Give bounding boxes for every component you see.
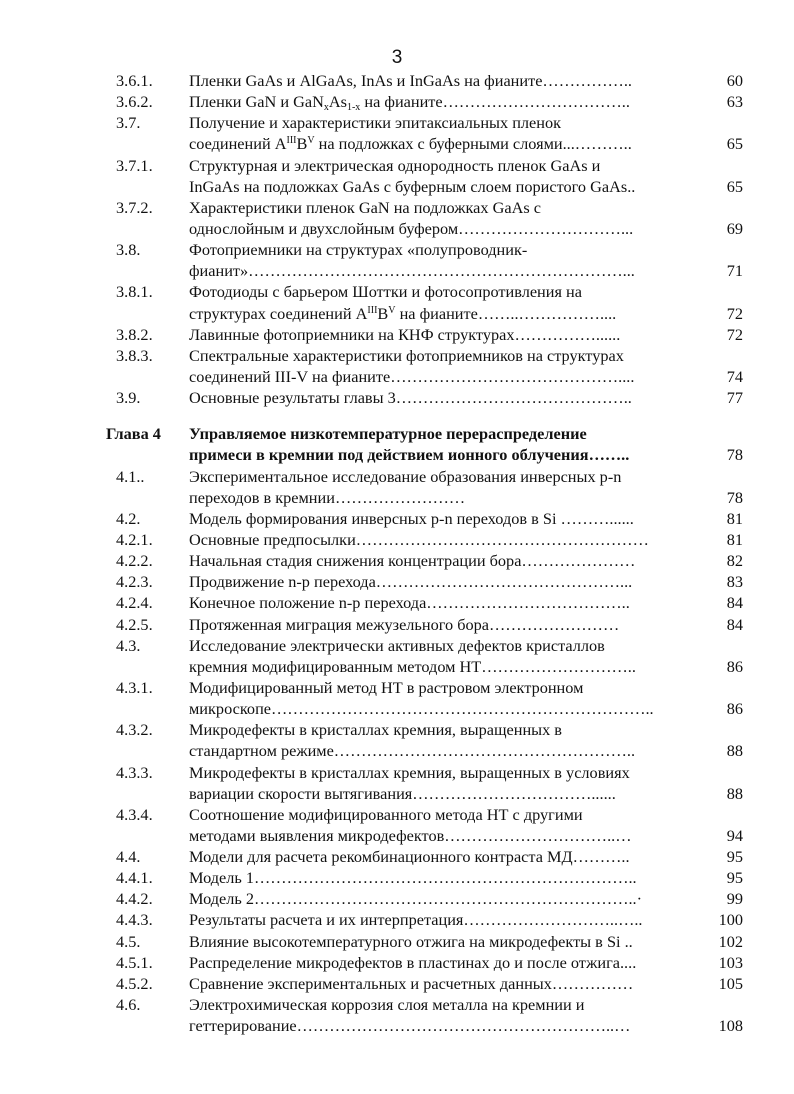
toc-line xyxy=(0,952,794,973)
subscript: x xyxy=(323,102,329,113)
toc-line xyxy=(0,423,794,444)
section-number: 4.3.3. xyxy=(116,762,153,782)
toc-entry xyxy=(0,155,794,197)
title-text: геттерирование…………………………………………………..… xyxy=(189,1016,631,1036)
title-text: микроскопе…………………………………………………………….. xyxy=(189,699,654,719)
page-reference: 99 xyxy=(726,889,743,909)
toc-line xyxy=(0,931,794,952)
page-reference: 84 xyxy=(726,614,743,634)
page-reference: 95 xyxy=(726,847,743,867)
section-title xyxy=(189,366,709,387)
toc-line xyxy=(0,529,794,550)
page-reference: 86 xyxy=(726,699,743,719)
toc-entry xyxy=(0,846,794,867)
title-text: Результаты расчета и их интерпретация………………………..….. xyxy=(189,910,643,930)
section-title xyxy=(189,973,709,994)
section-title xyxy=(189,677,709,698)
section-title xyxy=(189,931,709,952)
section-number: 4.5.2. xyxy=(116,973,153,993)
page-reference: 100 xyxy=(718,910,743,930)
page-reference: 77 xyxy=(726,388,743,408)
page-reference: 60 xyxy=(726,71,743,90)
toc-line xyxy=(0,387,794,408)
toc-line xyxy=(0,345,794,366)
toc-line xyxy=(0,846,794,867)
title-text: кремния модифицированным методом НТ……………………….. xyxy=(189,656,636,676)
toc-entry xyxy=(0,466,794,508)
section-number: 3.7.2. xyxy=(116,197,153,217)
page-reference: 94 xyxy=(726,825,743,845)
toc-line xyxy=(0,281,794,302)
section-number: 4.3.1. xyxy=(116,677,153,697)
toc-line xyxy=(0,91,794,112)
section-number: 4.4.2. xyxy=(116,889,153,909)
title-text: Структурная и электрическая однородность пленок GaAs и xyxy=(189,155,601,175)
title-text: на фианите……..…………….... xyxy=(395,303,617,323)
section-number: 4.6. xyxy=(116,995,141,1015)
section-title xyxy=(189,867,709,888)
section-number: 3.7. xyxy=(116,113,141,133)
section-title xyxy=(189,508,709,529)
title-text: Протяженная миграция межузельного бора…………………… xyxy=(189,614,620,634)
title-text: Основные результаты главы 3…………………………………….. xyxy=(189,388,632,408)
title-text: Распределение микродефектов в пластинах до и после отжига.... xyxy=(189,952,637,972)
toc-entry xyxy=(0,91,794,112)
superscript: V xyxy=(307,135,315,147)
section-title xyxy=(189,133,709,154)
title-text: Модель формирования инверсных p-n переходов в Si ………...... xyxy=(189,508,634,528)
title-text: на фианите…………………………….. xyxy=(360,92,630,112)
section-number: Глава 4 xyxy=(106,424,161,444)
toc-line xyxy=(0,762,794,783)
toc-line xyxy=(0,825,794,846)
toc-entry xyxy=(0,70,794,91)
title-text: Модель 1…………………………………………………………….. xyxy=(189,868,637,888)
section-title xyxy=(189,387,709,408)
page-reference: 81 xyxy=(726,508,743,528)
title-text: переходов в кремнии…………………… xyxy=(189,487,466,507)
section-number: 3.6.2. xyxy=(116,92,153,112)
section-number: 4.2.3. xyxy=(116,572,153,592)
section-title xyxy=(189,303,709,324)
toc-entry xyxy=(0,804,794,846)
section-title xyxy=(189,635,709,656)
superscript: V xyxy=(388,304,396,316)
page-reference: 65 xyxy=(726,134,743,154)
section-number: 4.2.2. xyxy=(116,551,153,571)
page-reference: 82 xyxy=(726,551,743,571)
section-title xyxy=(189,571,709,592)
toc-line xyxy=(0,112,794,133)
title-text: Пленки GaN и GaN xyxy=(189,92,324,112)
title-text: Влияние высокотемпературного отжига на микродефекты в Si .. xyxy=(189,931,633,951)
toc-line xyxy=(0,994,794,1015)
page-reference: 65 xyxy=(726,176,743,196)
title-text: Пленки GaAs и AlGaAs, InAs и InGaAs на фианите…………….. xyxy=(189,71,632,90)
title-text: Конечное положение n-p перехода……………………………….. xyxy=(189,593,630,613)
toc-line xyxy=(0,260,794,281)
toc-line xyxy=(0,155,794,176)
section-title xyxy=(189,909,709,930)
page-reference: 72 xyxy=(726,324,743,344)
toc-entry xyxy=(0,112,794,154)
section-number: 3.8.1. xyxy=(116,282,153,302)
toc-entry xyxy=(0,508,794,529)
section-title xyxy=(189,592,709,613)
page-reference: 95 xyxy=(726,868,743,888)
title-text: Модифицированный метод НТ в растровом электронном xyxy=(189,677,584,697)
toc-line xyxy=(0,888,794,909)
section-number: 3.6.1. xyxy=(116,71,153,90)
title-text: B xyxy=(296,134,308,154)
title-text: стандартном режиме……………………………………………….. xyxy=(189,741,636,761)
toc-entry xyxy=(0,677,794,719)
section-number: 4.1.. xyxy=(116,466,145,486)
toc-entry xyxy=(0,550,794,571)
page-reference: 102 xyxy=(718,931,743,951)
page-reference: 103 xyxy=(718,952,743,972)
title-text: Спектральные характеристики фотоприемников на структурах xyxy=(189,345,624,365)
section-title xyxy=(189,423,709,444)
section-title xyxy=(189,444,709,465)
section-title xyxy=(189,846,709,867)
superscript: III xyxy=(286,135,297,147)
toc-line xyxy=(0,973,794,994)
page-reference: 105 xyxy=(718,973,743,993)
section-number: 4.4.1. xyxy=(116,868,153,888)
toc-line xyxy=(0,444,794,465)
toc-entry xyxy=(0,281,794,323)
section-number: 3.8.2. xyxy=(116,324,153,344)
toc-entry xyxy=(0,762,794,804)
toc-entry xyxy=(0,239,794,281)
page-reference: 88 xyxy=(726,741,743,761)
toc-line xyxy=(0,783,794,804)
section-title xyxy=(189,888,709,909)
title-text: Модель 2……………………………………………………………..· xyxy=(189,889,643,909)
title-text: Основные предпосылки……………………………………………… xyxy=(189,529,649,549)
page-reference: 108 xyxy=(718,1016,743,1036)
section-title xyxy=(189,260,709,281)
title-text: Модели для расчета рекомбинационного контраста МД……….. xyxy=(189,847,630,867)
section-title xyxy=(189,804,709,825)
section-title xyxy=(189,345,709,366)
toc-line xyxy=(0,677,794,698)
section-title xyxy=(189,281,709,302)
section-title xyxy=(189,740,709,761)
title-text: Сравнение экспериментальных и расчетных данных…………… xyxy=(189,973,634,993)
toc-entry xyxy=(0,324,794,345)
page-reference: 71 xyxy=(726,261,743,281)
toc-entry xyxy=(0,888,794,909)
title-text: вариации скорости вытягивания……………………………...... xyxy=(189,783,616,803)
section-title xyxy=(189,112,709,133)
title-text: методами выявления микродефектов…………………………..… xyxy=(189,825,632,845)
section-number: 3.9. xyxy=(116,388,141,408)
toc-line xyxy=(0,366,794,387)
superscript: III xyxy=(367,304,378,316)
page-reference: 78 xyxy=(726,445,743,465)
toc-entry xyxy=(0,909,794,930)
toc-line xyxy=(0,550,794,571)
page-reference: 69 xyxy=(726,218,743,238)
toc-line xyxy=(0,571,794,592)
toc-line xyxy=(0,635,794,656)
toc-line xyxy=(0,508,794,529)
toc-line xyxy=(0,867,794,888)
toc-line xyxy=(0,804,794,825)
page-reference: 72 xyxy=(726,303,743,323)
title-text: Электрохимическая коррозия слоя металла на кремнии и xyxy=(189,995,585,1015)
title-text: соединений III-V на фианите…………………………………….... xyxy=(189,366,635,386)
toc-line xyxy=(0,303,794,324)
section-number: 4.5.1. xyxy=(116,952,153,972)
toc-line xyxy=(0,466,794,487)
toc-entry xyxy=(0,952,794,973)
section-title xyxy=(189,529,709,550)
toc-line xyxy=(0,719,794,740)
toc-entry xyxy=(0,592,794,613)
page-reference: 74 xyxy=(726,366,743,386)
toc-entry xyxy=(0,387,794,408)
section-number: 4.4. xyxy=(116,847,141,867)
toc-line xyxy=(0,70,794,91)
toc-entry xyxy=(0,867,794,888)
title-text: Лавинные фотоприемники на КНФ структурах……………...... xyxy=(189,324,621,344)
section-number: 4.2.5. xyxy=(116,614,153,634)
toc-line xyxy=(0,133,794,154)
toc-line xyxy=(0,740,794,761)
title-text: Характеристики пленок GaN на подложках GaAs с xyxy=(189,197,541,217)
toc-line xyxy=(0,487,794,508)
title-text: соединений A xyxy=(189,134,287,154)
subscript: 1-x xyxy=(346,102,361,113)
title-text: фианит»……………………………………………………………... xyxy=(189,261,635,281)
section-number: 4.3.2. xyxy=(116,720,153,740)
section-title xyxy=(189,783,709,804)
toc-line xyxy=(0,176,794,197)
title-text: Управляемое низкотемпературное перераспределение xyxy=(189,424,587,444)
toc-line xyxy=(0,324,794,345)
section-title xyxy=(189,994,709,1015)
section-number: 4.2. xyxy=(116,508,141,528)
page-reference: 83 xyxy=(726,572,743,592)
title-text: Фотоприемники на структурах «полупроводник- xyxy=(189,240,528,260)
section-number: 4.5. xyxy=(116,931,141,951)
section-number: 3.8.3. xyxy=(116,345,153,365)
section-title xyxy=(189,825,709,846)
section-title xyxy=(189,698,709,719)
toc-entry xyxy=(0,994,794,1036)
title-text: Исследование электрически активных дефектов кристаллов xyxy=(189,635,605,655)
toc-entry xyxy=(0,973,794,994)
section-title xyxy=(189,1015,709,1036)
section-title xyxy=(189,155,709,176)
toc-entry xyxy=(0,529,794,550)
toc-entry xyxy=(0,614,794,635)
toc-line xyxy=(0,698,794,719)
section-number: 4.4.3. xyxy=(116,910,153,930)
toc-entry xyxy=(0,635,794,677)
title-text: Микродефекты в кристаллах кремния, выращенных в условиях xyxy=(189,762,630,782)
title-text: Начальная стадия снижения концентрации бора………………… xyxy=(189,551,636,571)
title-text: однослойным и двухслойным буфером…………………………... xyxy=(189,218,634,238)
toc-line xyxy=(0,197,794,218)
title-text: Продвижение n-p перехода………………………………………... xyxy=(189,572,633,592)
section-title xyxy=(189,656,709,677)
title-text: Микродефекты в кристаллах кремния, выращенных в xyxy=(189,720,562,740)
title-text: Экспериментальное исследование образования инверсных p-n xyxy=(189,466,622,486)
section-title xyxy=(189,487,709,508)
toc-entry xyxy=(0,345,794,387)
toc-line xyxy=(0,218,794,239)
chapter-gap xyxy=(0,408,794,423)
title-text: InGaAs на подложках GaAs с буферным слоем пористого GaAs.. xyxy=(189,176,636,196)
table-of-contents xyxy=(0,70,794,1036)
section-number: 4.2.4. xyxy=(116,593,153,613)
toc-line xyxy=(0,592,794,613)
title-text: примеси в кремнии под действием ионного облучения…….. xyxy=(189,445,630,465)
toc-line xyxy=(0,614,794,635)
page-reference: 86 xyxy=(726,656,743,676)
section-title xyxy=(189,466,709,487)
section-number: 3.7.1. xyxy=(116,155,153,175)
section-title xyxy=(189,218,709,239)
section-number: 3.8. xyxy=(116,240,141,260)
section-title xyxy=(189,952,709,973)
section-title xyxy=(189,550,709,571)
toc-entry xyxy=(0,197,794,239)
page-reference: 84 xyxy=(726,593,743,613)
section-title xyxy=(189,176,709,197)
section-title xyxy=(189,70,709,91)
section-title xyxy=(189,197,709,218)
page-reference: 88 xyxy=(726,783,743,803)
section-number: 4.3. xyxy=(116,635,141,655)
toc-entry xyxy=(0,571,794,592)
section-title xyxy=(189,614,709,635)
section-title xyxy=(189,719,709,740)
section-number: 4.3.4. xyxy=(116,804,153,824)
section-title xyxy=(189,762,709,783)
title-text: B xyxy=(377,303,389,323)
section-title xyxy=(189,324,709,345)
section-title xyxy=(189,91,709,112)
page-reference: 63 xyxy=(726,92,743,112)
toc-line xyxy=(0,909,794,930)
toc-line xyxy=(0,239,794,260)
page-reference: 81 xyxy=(726,529,743,549)
title-text: на подложках с буферными слоями...……….. xyxy=(314,134,632,154)
title-text: структурах соединений A xyxy=(189,303,368,323)
section-number: 4.2.1. xyxy=(116,529,153,549)
toc-line xyxy=(0,1015,794,1036)
page-number: 3 xyxy=(391,47,403,68)
toc-entry xyxy=(0,931,794,952)
page-reference: 78 xyxy=(726,487,743,507)
title-text: Фотодиоды с барьером Шоттки и фотосопротивления на xyxy=(189,282,582,302)
title-text: Получение и характеристики эпитаксиальных пленок xyxy=(189,113,562,133)
section-title xyxy=(189,239,709,260)
toc-line xyxy=(0,656,794,677)
title-text: As xyxy=(328,92,347,112)
title-text: Соотношение модифицированного метода НТ с другими xyxy=(189,804,583,824)
toc-entry xyxy=(0,719,794,761)
chapter-entry xyxy=(0,423,794,465)
